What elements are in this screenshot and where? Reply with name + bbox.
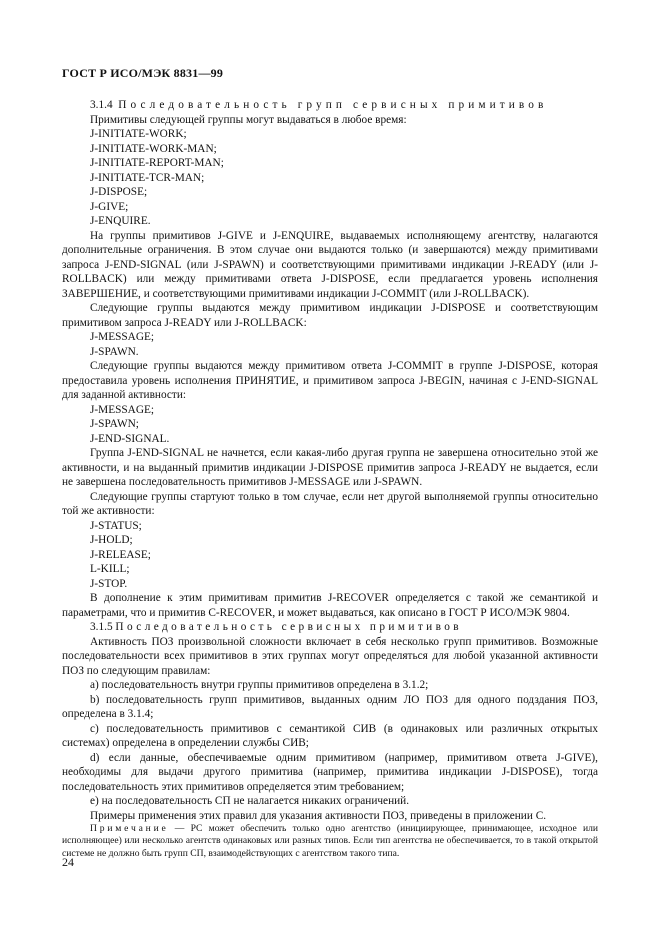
list-item: J-SPAWN. (90, 345, 139, 358)
section-number: 3.1.5 (90, 621, 113, 633)
note-label: Примечание (90, 823, 169, 834)
section-heading-3-1-4 (62, 98, 598, 113)
paragraph: В дополнение к этим примитивам примитив J-RECOVER определяется с такой же семантикой и параметрами, что и примитив C-RECOVER, и может выдаваться, как описано в ГОСТ Р ИСО/МЭК 9804. (62, 592, 598, 619)
rule-item: е) на последовательность СП не налагается никаких ограничений. (90, 795, 410, 807)
list-item: L-KILL; (90, 563, 130, 575)
note-text: — РС может обеспечить только одно агентство (инициирующее, принимающее, исходное или исполняющее) или несколько агентств одинаковых или разных типов. Если тип агентства не обеспечивается, то в такой открытой системе не должно быть групп СП, взаимодействующих с агентством такого типа. (62, 823, 598, 859)
paragraph: Активность ПОЗ произвольной сложности включает в себя несколько групп примитивов. Возможные последовательности всех примитивов в этих группах могут определяться для любой указанной активности ПОЗ по следующим правилам: (62, 635, 598, 677)
paragraph: На группы примитивов J-GIVE и J-ENQUIRE, выдаваемых исполняющему агентству, налагаются дополнительные ограничения. В этом случае они выдаются только (и завершаются) между примитивами запроса J-END-SIGNAL (или J-SPAWN) и соответствующими примитивами индикации J-READY (или J-ROLLBACK) или между примитивами ответа J-DISPOSE, если предлагается уровень исполнения ЗАВЕРШЕНИЕ, и соответствующими примитивами индикации J-COMMIT (или J-ROLLBACK). (62, 229, 598, 300)
paragraph: Примеры применения этих правил для указания активности ПОЗ, приведены в приложении С. (90, 809, 547, 822)
list-item: J-RELEASE; (90, 548, 151, 561)
paragraph: Следующие группы стартуют только в том случае, если нет другой выполняемой группы относительно той же активности: (62, 490, 598, 517)
note (62, 823, 598, 860)
paragraph: Следующие группы выдаются между примитивом индикации J-DISPOSE и соответствующим примитивом запроса J-READY или J-ROLLBACK: (62, 302, 598, 329)
section-number: 3.1.4 (90, 99, 113, 111)
rule-item: b) последовательность групп примитивов, выданных одним ЛО ПОЗ для одного подздания ПОЗ, определена в 3.1.4; (62, 693, 598, 720)
list-item: J-INITIATE-WORK-MAN; (90, 142, 217, 155)
list-item: J-ENQUIRE. (90, 215, 151, 227)
list-item: J-INITIATE-TCR-MAN; (90, 171, 205, 184)
list-item: J-GIVE; (90, 200, 129, 213)
page-body (62, 98, 598, 860)
section-heading-3-1-5 (62, 620, 598, 635)
list-item: J-MESSAGE; (90, 331, 155, 343)
list-item: J-DISPOSE; (90, 186, 148, 198)
rule-item: а) последовательность внутри группы примитивов определена в 3.1.2; (90, 679, 429, 691)
paragraph-intro: Примитивы следующей группы могут выдаваться в любое время: (90, 113, 407, 126)
page-number: 24 (62, 855, 74, 869)
section-title: Последовательность сервисных примитивов (115, 621, 463, 633)
list-item: J-STOP. (90, 577, 128, 590)
list-item: J-MESSAGE; (90, 403, 155, 416)
rule-item: d) если данные, обеспечиваемые одним примитивом (например, примитивом ответа J-GIVE), необходимы для выдачи другого примитива (например, примитива индикации J-DISPOSE), тогда последовательность этих примитивов определяется этим требованием; (62, 751, 598, 793)
list-item: J-END-SIGNAL. (90, 432, 170, 445)
section-title: Последовательность групп сервисных примитивов (118, 99, 548, 111)
list-item: J-INITIATE-REPORT-MAN; (90, 157, 224, 169)
paragraph: Следующие группы выдаются между примитивом ответа J-COMMIT в группе J-DISPOSE, которая предоставила уровень исполнения ПРИНЯТИЕ, и примитивом запроса J-BEGIN, начиная с J-END-SIGNAL для заданной активности: (62, 360, 598, 401)
list-item: J-HOLD; (90, 534, 133, 546)
rule-item: с) последовательность примитивов с семантикой СИВ (в одинаковых или различных открытых системах) определена в определении службы СИВ; (62, 722, 598, 749)
list-item: J-SPAWN; (90, 418, 139, 430)
list-item: J-STATUS; (90, 519, 142, 532)
document-header: ГОСТ Р ИСО/МЭК 8831—99 (62, 66, 224, 80)
paragraph: Группа J-END-SIGNAL не начнется, если какая-либо другая группа не завершена относительно этой же активности, и на выданный примитив индикации J-DISPOSE примитив запроса J-READY не выдается, если не завершена последовательность примитивов J-MESSAGE или J-SPAWN. (62, 447, 598, 488)
list-item: J-INITIATE-WORK; (90, 128, 187, 140)
